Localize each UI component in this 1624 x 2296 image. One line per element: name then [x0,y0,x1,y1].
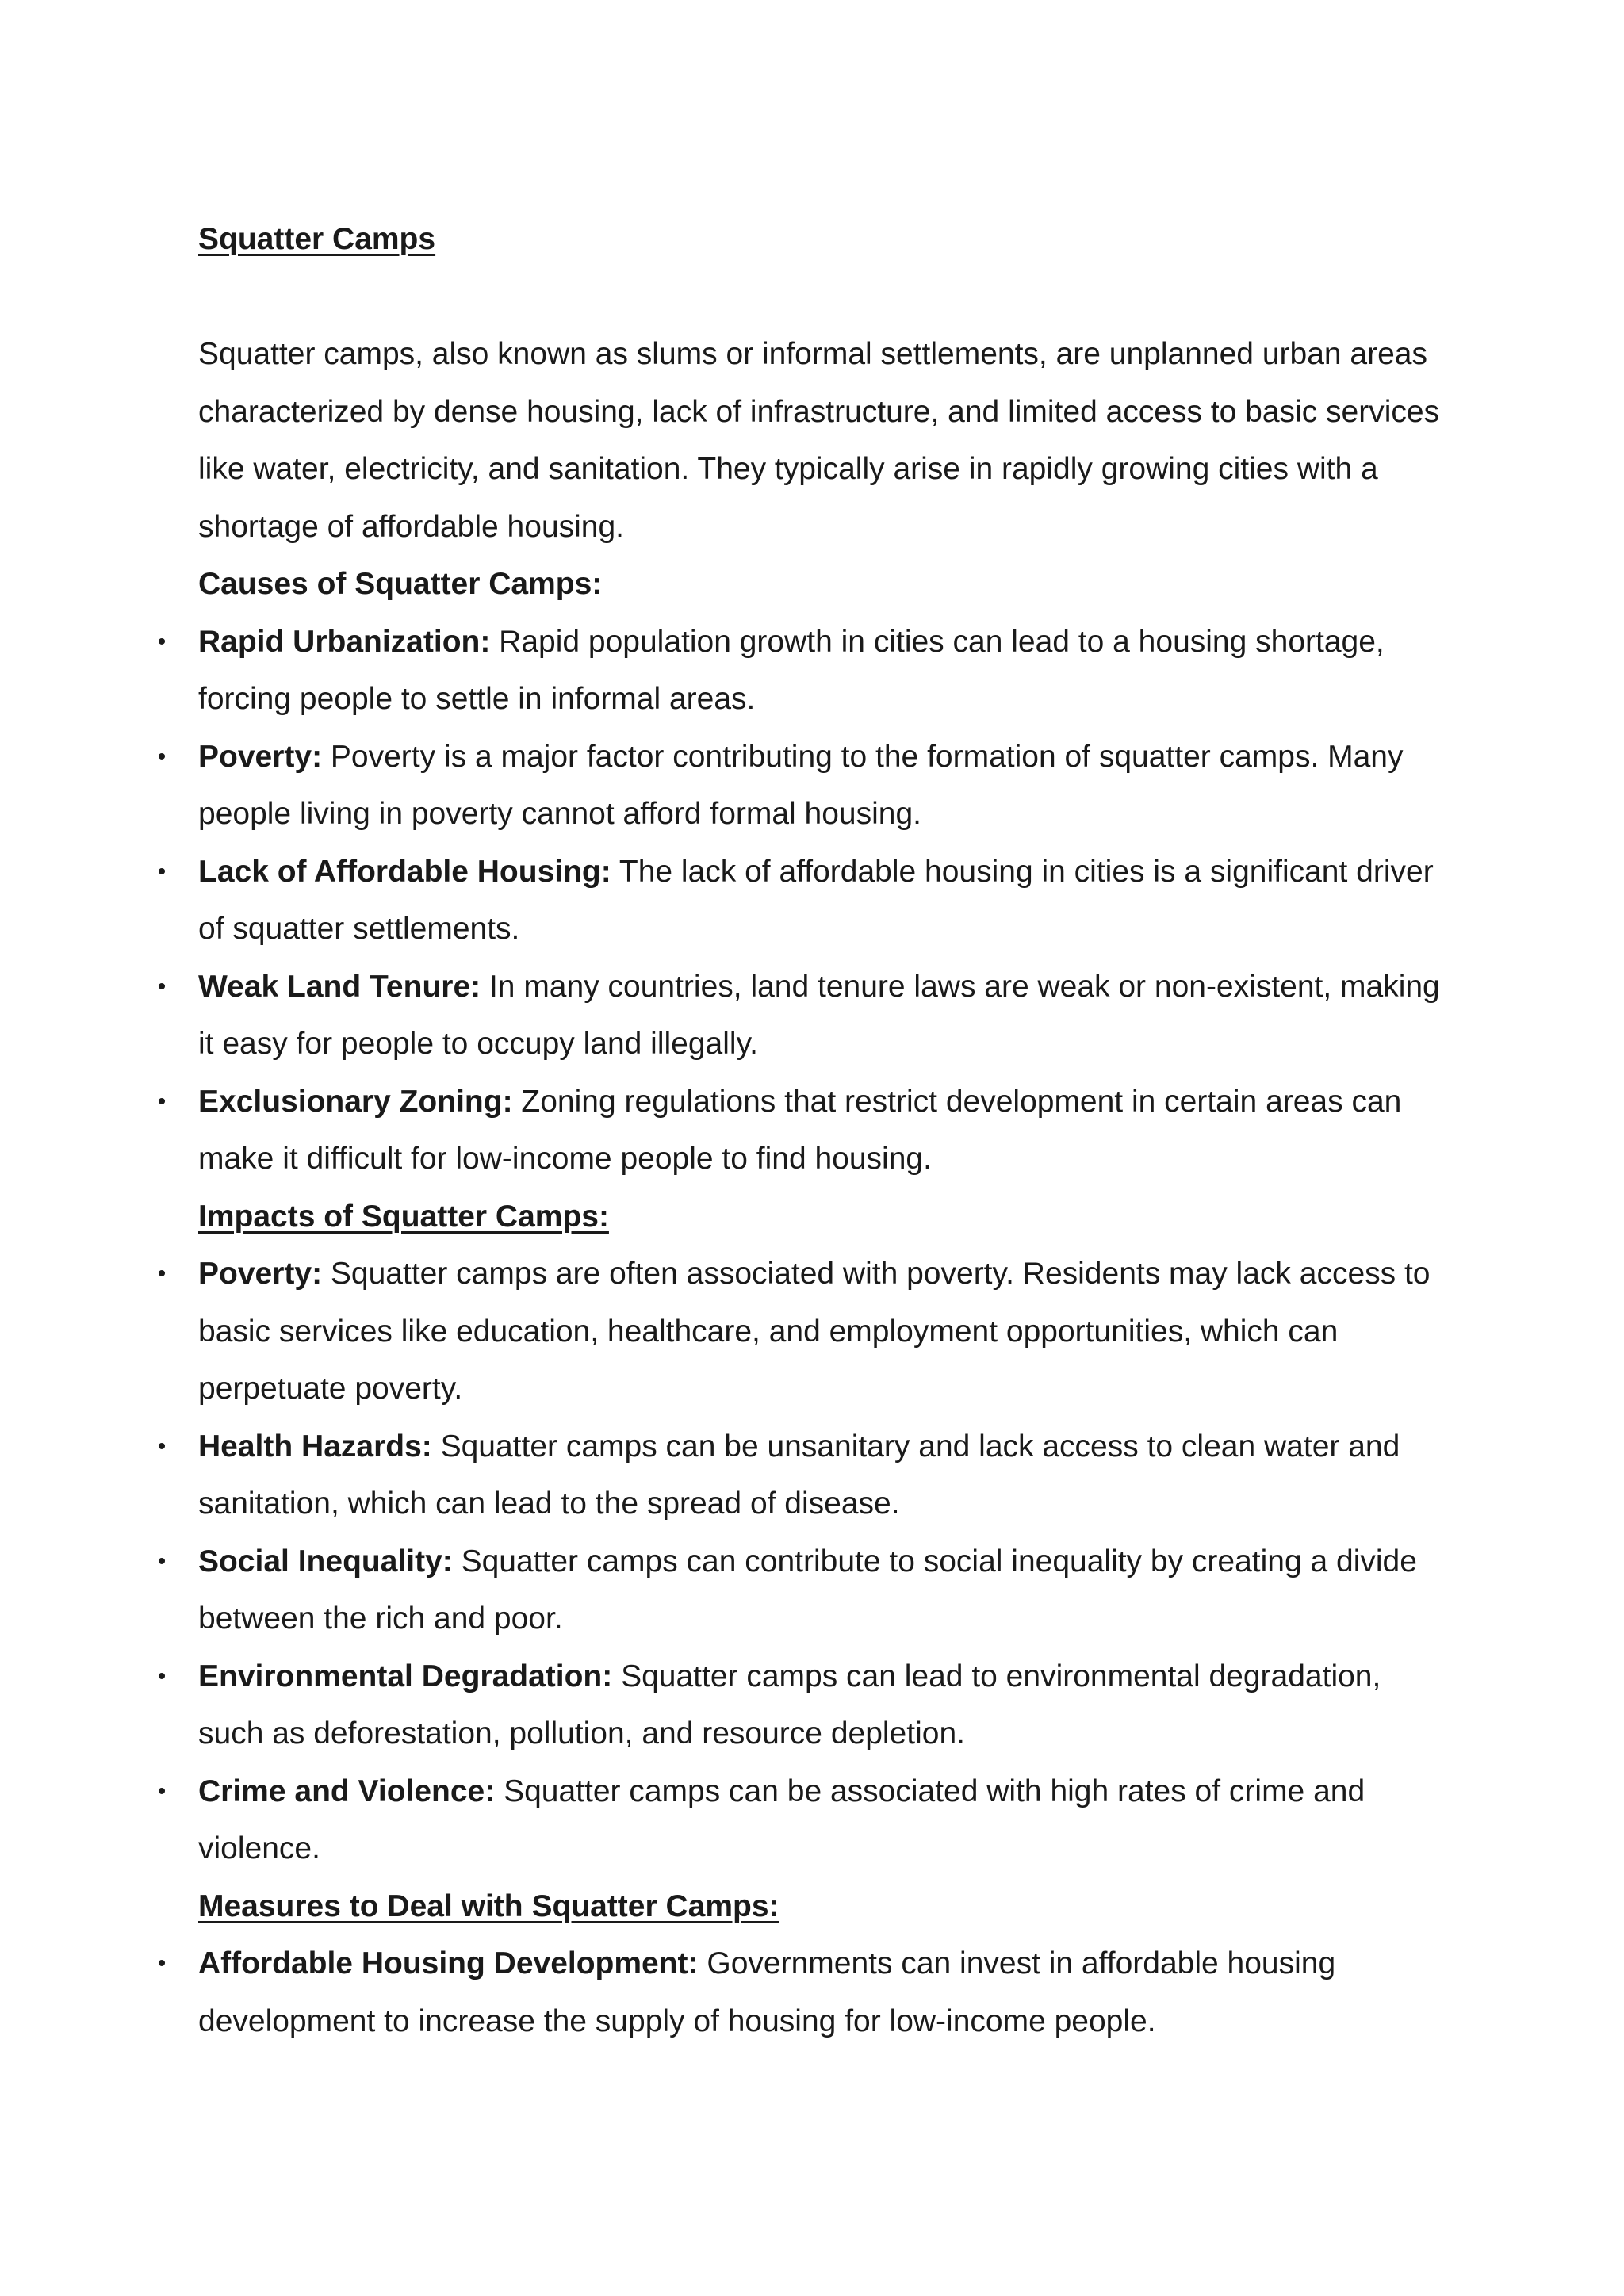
bullet-icon: • [157,1433,167,1460]
measures-list [157,1935,1451,2050]
bullet-icon: • [157,1548,167,1575]
bullet-icon: • [157,1777,167,1804]
document-content [157,211,1451,2050]
item-term: Affordable Housing Development: [198,1946,699,1980]
item-text: Squatter camps can lead to environmental degradation, such as deforestation, pollution, and resource depletion. [198,1659,1381,1751]
item-text: In many countries, land tenure laws are weak or non-existent, making it easy for people to occupy land illegally. [198,969,1440,1061]
item-text: Rapid population growth in cities can lead to a housing shortage, forcing people to settle in informal areas. [198,624,1385,716]
item-term: Environmental Degradation: [198,1659,613,1693]
list-item [157,1418,1451,1533]
list-item [157,1533,1451,1648]
section-heading-causes: Causes of Squatter Camps: [198,567,603,601]
item-text: Governments can invest in affordable housing development to increase the supply of housing for low-income people. [198,1946,1336,2038]
list-item [157,1648,1451,1763]
bullet-icon: • [157,628,167,655]
section-heading-impacts: Impacts of Squatter Camps: [198,1199,609,1234]
item-text: Poverty is a major factor contributing to the formation of squatter camps. Many people living in poverty cannot afford formal housing. [198,739,1404,831]
bullet-icon: • [157,973,167,1000]
bullet-icon: • [157,1261,167,1287]
item-text: Squatter camps can be associated with high rates of crime and violence. [198,1774,1365,1866]
item-text: Squatter camps can contribute to social inequality by creating a divide between the rich and poor. [198,1544,1417,1636]
title-spacer [198,269,1451,327]
list-item [157,1935,1451,2050]
bullet-icon: • [157,858,167,885]
item-text: The lack of affordable housing in cities is a significant driver of squatter settlements. [198,854,1434,946]
item-term: Rapid Urbanization: [198,624,491,659]
bullet-icon: • [157,1950,167,1976]
item-term: Poverty: [198,1257,323,1291]
list-item [157,959,1451,1073]
item-term: Weak Land Tenure: [198,969,481,1004]
item-term: Poverty: [198,739,323,774]
intro-paragraph: Squatter camps, also known as slums or informal settlements, are unplanned urban areas characterized by dense housing, lack of infrastructure, and limited access to basic services like water, electricity, and sanitation. They typically arise in rapidly growing cities with a shortage of affordable housing. [198,337,1440,544]
item-text: Squatter camps are often associated with poverty. Residents may lack access to basic services like education, healthcare, and employment opportunities, which can perpetuate poverty. [198,1257,1431,1406]
list-item [157,729,1451,844]
list-item [157,844,1451,959]
item-term: Social Inequality: [198,1544,453,1578]
document-title: Squatter Camps [198,222,436,256]
item-term: Exclusionary Zoning: [198,1084,513,1119]
section-heading-measures: Measures to Deal with Squatter Camps: [198,1888,779,1923]
list-item [157,1763,1451,1878]
bullet-icon: • [157,1663,167,1689]
item-term: Lack of Affordable Housing: [198,854,611,889]
bullet-icon: • [157,1088,167,1115]
list-item [157,1246,1451,1418]
list-item [157,614,1451,729]
item-term: Health Hazards: [198,1429,432,1464]
item-text: Zoning regulations that restrict development in certain areas can make it difficult for low-income people to find housing. [198,1084,1402,1176]
impacts-list [157,1246,1451,1878]
item-text: Squatter camps can be unsanitary and lack access to clean water and sanitation, which can lead to the spread of disease. [198,1429,1400,1521]
bullet-icon: • [157,743,167,770]
item-term: Crime and Violence: [198,1774,496,1808]
list-item [157,1073,1451,1188]
causes-list [157,614,1451,1188]
